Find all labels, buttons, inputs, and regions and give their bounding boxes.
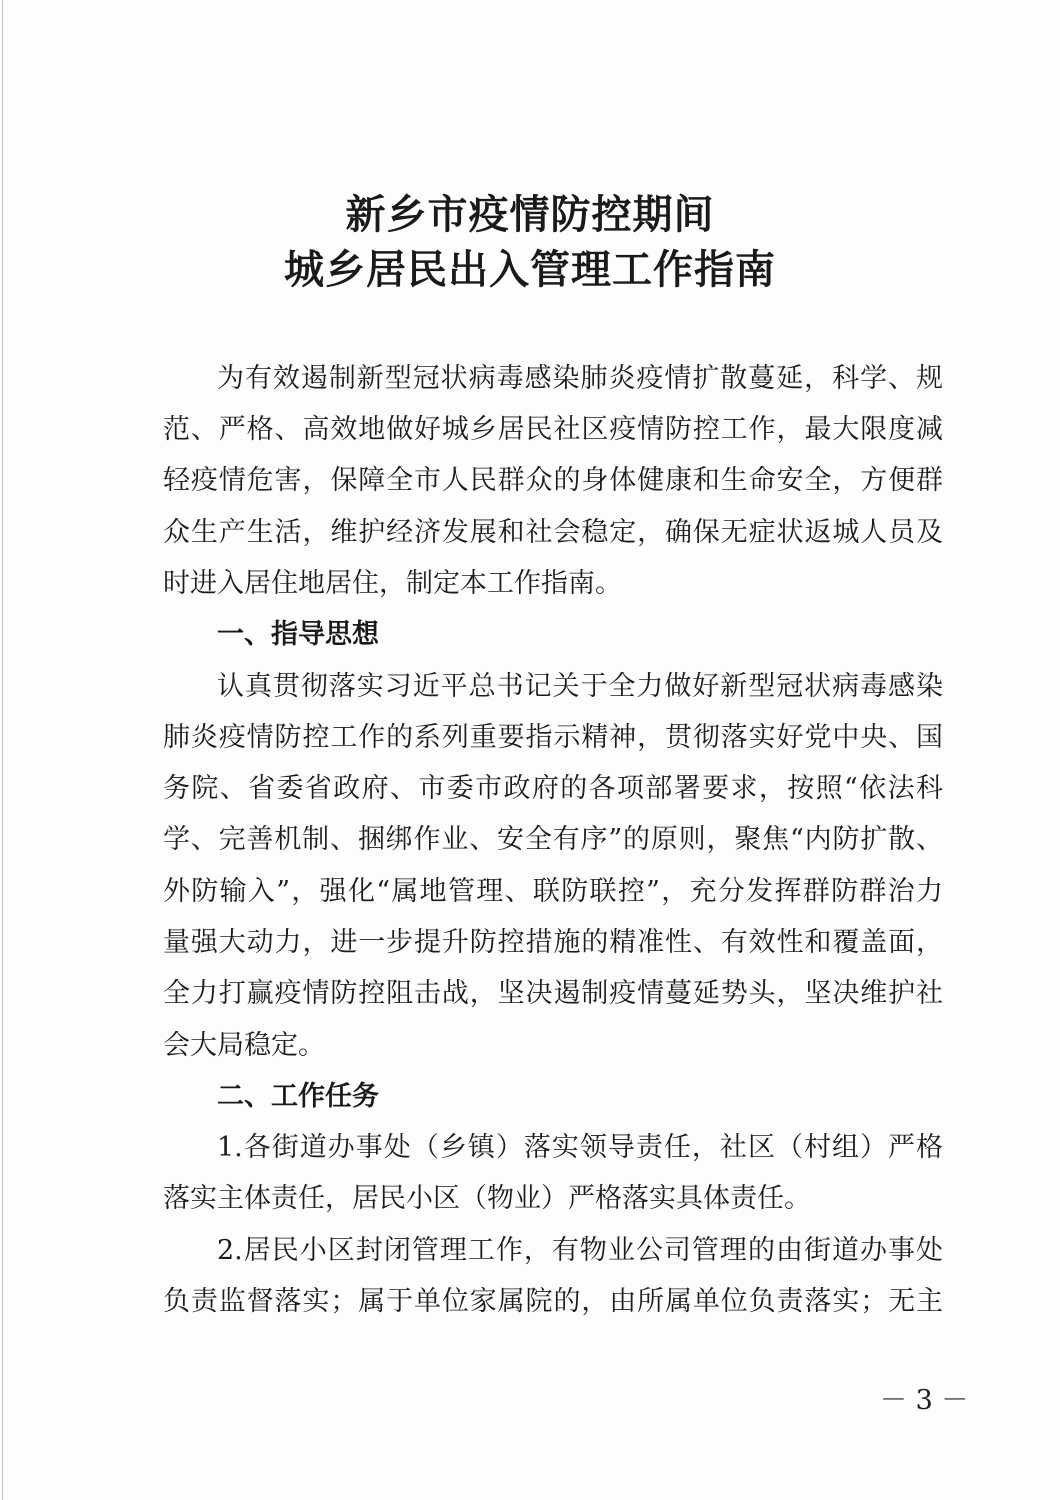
- intro-line: 众生产生活，维护经济发展和社会稳定，确保无症状返城人员及: [163, 517, 943, 548]
- section1-line: 肺炎疫情防控工作的系列重要指示精神，贯彻落实好党中央、国: [163, 722, 943, 753]
- intro-line: 轻疫情危害，保障全市人民群众的身体健康和生命安全，方便群: [163, 465, 943, 496]
- section1-line: 学、完善机制、捆绑作业、安全有序”的原则，聚焦“内防扩散、: [163, 824, 943, 855]
- task-item-2-line: 负责监督落实；属于单位家属院的，由所属单位负责落实；无主: [163, 1286, 943, 1317]
- section1-line: 务院、省委省政府、市委市政府的各项部署要求，按照“依法科: [163, 773, 943, 804]
- document-title-line-2: 城乡居民出入管理工作指南: [284, 246, 776, 293]
- intro-line: 为有效遏制新型冠状病毒感染肺炎疫情扩散蔓延，科学、规: [217, 363, 943, 394]
- document-title-line-1: 新乡市疫情防控期间: [345, 191, 715, 238]
- section1-line: 会大局稳定。: [163, 1030, 325, 1061]
- task-item-1-line: 1.各街道办事处（乡镇）落实领导责任，社区（村组）严格: [217, 1132, 943, 1163]
- section-heading-work-tasks: 二、工作任务: [217, 1081, 379, 1112]
- intro-line: 范、严格、高效地做好城乡居民社区疫情防控工作，最大限度减: [163, 414, 943, 445]
- task-item-2-line: 2.居民小区封闭管理工作，有物业公司管理的由街道办事处: [217, 1235, 943, 1266]
- section1-line: 量强大动力，进一步提升防控措施的精准性、有效性和覆盖面，: [163, 927, 943, 958]
- section1-line: 全力打赢疫情防控阻击战，坚决遏制疫情蔓延势头，坚决维护社: [163, 978, 943, 1009]
- section1-line: 认真贯彻落实习近平总书记关于全力做好新型冠状病毒感染: [217, 671, 943, 702]
- section-heading-guiding-thought: 一、指导思想: [217, 619, 379, 650]
- section1-line: 外防输入”，强化“属地管理、联防联控”，充分发挥群防群治力: [163, 876, 943, 907]
- page-number: － 3 －: [880, 1385, 969, 1416]
- intro-line: 时进入居住地居住，制定本工作指南。: [163, 568, 622, 599]
- task-item-1-line: 落实主体责任，居民小区（物业）严格落实具体责任。: [163, 1183, 811, 1214]
